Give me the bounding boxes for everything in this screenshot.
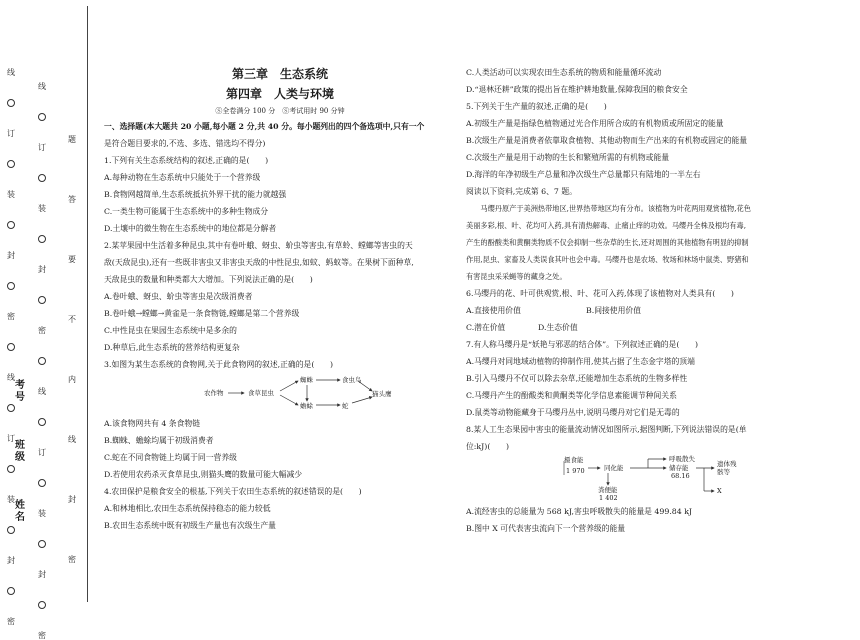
node-remains-cont: 骸等 bbox=[717, 468, 730, 476]
q4-option-a: A.和林地相比,农田生态系统保持稳态的能力较低 bbox=[104, 504, 271, 513]
node-herbivore-insect: 食草昆虫 bbox=[248, 389, 274, 397]
energy-flow-diagram bbox=[466, 455, 846, 503]
binding-notice-char: 内 bbox=[68, 375, 76, 384]
binding-mark: 密 bbox=[7, 312, 15, 321]
q7-option-a: A.马缨丹对同地域动植物的抑制作用,使其占据了生态金字塔的顶端 bbox=[466, 357, 695, 366]
binding-hole-icon bbox=[7, 587, 15, 595]
q1-option-c: C.一类生物可能属于生态系统中的多种生物成分 bbox=[104, 207, 269, 216]
passage-line-5: 有害昆虫采采蝇等的藏身之处。 bbox=[466, 272, 567, 281]
binding-mark: 线 bbox=[7, 68, 15, 77]
binding-hole-icon bbox=[38, 235, 46, 243]
q8-stem: 8.某人工生态果园中害虫的能量流动情况如图所示,据图判断,下列说法错误的是(单 bbox=[466, 425, 747, 434]
node-snake: 蛇 bbox=[342, 402, 349, 410]
q5-option-c: C.次级生产量是用于动物的生长和繁殖所需的有机物或能量 bbox=[466, 153, 670, 162]
q8-stem-cont: 位:kJ)( ) bbox=[466, 442, 509, 451]
q5-stem: 5.下列关于生产量的叙述,正确的是( ) bbox=[466, 102, 607, 111]
q7-option-c: C.马缨丹产生的酚酸类和黄酮类等化学信息素能调节种间关系 bbox=[466, 391, 677, 400]
q6-option-b: B.间接使用价值 bbox=[586, 306, 641, 315]
q4-option-d: D.“退林还耕”政策的提出旨在维护耕地数量,保障我国的粮食安全 bbox=[466, 85, 688, 94]
passage-line-3: 产生的酚酸类和黄酮类物质不仅会抑制一些杂草的生长,还对周围的其他植物有明显的抑制 bbox=[466, 238, 749, 247]
q6-options-ab bbox=[466, 302, 846, 319]
q8-option-b: B.图中 X 可代表害虫流向下一个营养级的能量 bbox=[466, 524, 626, 533]
binding-column-notice bbox=[64, 0, 80, 608]
q7-stem: 7.有人称马缨丹是“妖艳与邪恶的结合体”。下列叙述正确的是( ) bbox=[466, 340, 699, 349]
q4-stem: 4.农田保护是粮食安全的根基,下列关于农田生态系统的叙述错误的是( ) bbox=[104, 487, 362, 496]
node-owl: 猫头鹰 bbox=[372, 390, 392, 398]
q2-option-d: D.种草后,此生态系统的营养结构更复杂 bbox=[104, 343, 240, 352]
food-web-diagram bbox=[104, 373, 456, 415]
binding-notice-char: 线 bbox=[68, 435, 76, 444]
node-ingested-energy: 摄食能 bbox=[564, 456, 584, 464]
food-web-arrows bbox=[104, 373, 456, 415]
binding-notice-char: 密 bbox=[68, 555, 76, 564]
q2-stem-cont: 敌(天敌昆虫),还有一些既非害虫又非害虫天敌的中性昆虫,如蚊、蚂蚁等。在果树下面种草, bbox=[104, 258, 414, 267]
node-feces-energy: 粪便能 bbox=[598, 486, 618, 494]
binding-mark: 线 bbox=[38, 387, 46, 396]
passage-line-2: 美丽多彩,根、叶、花均可入药,具有清热解毒、止痛止痒的功效。马缨丹全株及根均有毒, bbox=[466, 221, 746, 230]
q3-option-b: B.蜘蛛、蟾蜍均属于初级消费者 bbox=[104, 436, 214, 445]
node-crops: 农作物 bbox=[204, 389, 224, 397]
binding-notice-char: 答 bbox=[68, 195, 76, 204]
binding-mark: 密 bbox=[7, 617, 15, 626]
binding-column-inner bbox=[34, 0, 50, 640]
node-x: X bbox=[717, 487, 722, 495]
q5-option-b: B.次级生产量是消费者依靠取食植物、其他动物而生产出来的有机物或固定的能量 bbox=[466, 136, 748, 145]
reading-intro: 阅读以下资料,完成第 6、7 题。 bbox=[466, 187, 577, 196]
q5-option-d: D.海洋的年净初级生产总量和净次级生产总量都只有陆地的一半左右 bbox=[466, 170, 701, 179]
q6-option-a: A.直接使用价值 bbox=[466, 306, 521, 315]
chapter3-title: 第三章 生态系统 bbox=[231, 67, 328, 81]
left-column bbox=[104, 64, 456, 534]
node-toad: 蟾蜍 bbox=[300, 402, 313, 410]
node-spider: 蜘蛛 bbox=[300, 376, 313, 384]
binding-mark: 订 bbox=[7, 434, 15, 443]
right-column bbox=[466, 64, 846, 537]
q2-stem-cont2: 天敌昆虫的数量和种类都大大增加。下列说法正确的是( ) bbox=[104, 275, 313, 284]
q1-option-d: D.土壤中的微生物在生态系统中的地位都是分解者 bbox=[104, 224, 277, 233]
q4-option-b: B.农田生态系统中既有初级生产量也有次级生产量 bbox=[104, 521, 276, 530]
node-insectivorous-bird: 食虫鸟 bbox=[342, 376, 362, 384]
q3-option-c: C.蛇在不同食物链上均属于同一营养级 bbox=[104, 453, 237, 462]
value-ingested-energy: 1 970 bbox=[566, 467, 585, 475]
q3-option-a: A.该食物网共有 4 条食物链 bbox=[104, 419, 200, 428]
binding-hole-icon bbox=[38, 479, 46, 487]
binding-notice-char: 不 bbox=[68, 315, 76, 324]
binding-hole-icon bbox=[7, 160, 15, 168]
node-remains: 遗体残 bbox=[717, 460, 737, 468]
passage-line-1: 马缨丹原产于美洲热带地区,世界热带地区均有分布。该植物为叶花两用观赏植物,花色 bbox=[480, 204, 751, 213]
node-stored-energy: 储存能 bbox=[669, 464, 689, 472]
q6-option-d: D.生态价值 bbox=[538, 323, 578, 332]
q5-option-a: A.初级生产量是指绿色植物通过光合作用所合成的有机物质或所固定的能量 bbox=[466, 119, 724, 128]
binding-margin bbox=[0, 0, 100, 640]
binding-hole-icon bbox=[38, 601, 46, 609]
chapter4-title: 第四章 人类与环境 bbox=[225, 87, 334, 101]
binding-notice-char: 封 bbox=[68, 495, 76, 504]
binding-hole-icon bbox=[7, 99, 15, 107]
binding-mark: 订 bbox=[38, 448, 46, 457]
q1-option-a: A.每种动物在生态系统中只能处于一个营养级 bbox=[104, 173, 261, 182]
binding-hole-icon bbox=[38, 113, 46, 121]
binding-line bbox=[87, 6, 88, 602]
value-feces-energy: 1 402 bbox=[599, 494, 618, 502]
energy-flow-arrows bbox=[466, 455, 846, 503]
passage-line-4: 作用,昆虫、家畜及人类误食其叶也会中毒。马缨丹也是农场、牧场和林场中鼠类、野猪和 bbox=[466, 255, 749, 264]
class-label: 班级 bbox=[15, 440, 25, 463]
node-respiration-loss: 呼吸散失 bbox=[669, 455, 695, 463]
q2-stem: 2.某苹果园中生活着多种昆虫,其中有卷叶蛾、蚜虫、蚧虫等害虫,有草蛉、螳螂等害虫的天 bbox=[104, 241, 413, 250]
q3-option-d: D.若使用农药杀灭食草昆虫,则猫头鹰的数量可能大幅减少 bbox=[104, 470, 303, 479]
node-assimilated-energy: 同化能 bbox=[604, 464, 624, 472]
binding-hole-icon bbox=[38, 357, 46, 365]
q2-option-c: C.中性昆虫在果园生态系统中是多余的 bbox=[104, 326, 237, 335]
q2-option-a: A.卷叶蛾、蚜虫、蚧虫等害虫是次级消费者 bbox=[104, 292, 253, 301]
q1-option-b: B.食物网越简单,生态系统抵抗外界干扰的能力就越强 bbox=[104, 190, 287, 199]
binding-mark: 装 bbox=[7, 190, 15, 199]
binding-hole-icon bbox=[38, 296, 46, 304]
binding-mark: 封 bbox=[38, 265, 46, 274]
binding-hole-icon bbox=[38, 174, 46, 182]
q6-options-cd bbox=[466, 319, 846, 336]
q6-stem: 6.马缨丹的花、叶可供观赏,根、叶、花可入药,体现了该植物对人类具有( ) bbox=[466, 289, 734, 298]
binding-hole-icon bbox=[7, 465, 15, 473]
binding-hole-icon bbox=[38, 418, 46, 426]
binding-hole-icon bbox=[7, 404, 15, 412]
binding-mark: 订 bbox=[38, 143, 46, 152]
q7-option-d: D.鼠类等动物能藏身于马缨丹丛中,说明马缨丹对它们是无毒的 bbox=[466, 408, 680, 417]
value-stored-energy: 68.16 bbox=[671, 472, 690, 480]
binding-mark: 封 bbox=[38, 570, 46, 579]
binding-notice-char: 要 bbox=[68, 255, 76, 264]
binding-hole-icon bbox=[38, 540, 46, 548]
binding-notice-char: 题 bbox=[68, 135, 76, 144]
binding-hole-icon bbox=[7, 282, 15, 290]
q1-stem: 1.下列有关生态系统结构的叙述,正确的是( ) bbox=[104, 156, 269, 165]
q3-stem: 3.如图为某生态系统的食物网,关于此食物网的叙述,正确的是( ) bbox=[104, 360, 333, 369]
q7-option-b: B.引入马缨丹不仅可以除去杂草,还能增加生态系统的生物多样性 bbox=[466, 374, 688, 383]
binding-mark: 线 bbox=[7, 373, 15, 382]
binding-mark: 密 bbox=[38, 631, 46, 640]
binding-hole-icon bbox=[7, 221, 15, 229]
binding-mark: 装 bbox=[38, 204, 46, 213]
binding-mark: 装 bbox=[7, 495, 15, 504]
exam-meta: Ⓢ全卷满分 100 分 Ⓢ考试用时 90 分钟 bbox=[215, 107, 345, 115]
binding-mark: 订 bbox=[7, 129, 15, 138]
q6-option-c: C.潜在价值 bbox=[466, 323, 506, 332]
name-label: 姓名 bbox=[15, 500, 25, 523]
section-heading-cont: 是符合题目要求的,不选、多选、错选均不得分) bbox=[104, 139, 266, 148]
binding-hole-icon bbox=[7, 526, 15, 534]
section-heading: 一、选择题(本大题共 20 小题,每小题 2 分,共 40 分。每小题列出的四个备选项中,只有一个 bbox=[104, 122, 425, 131]
binding-mark: 装 bbox=[38, 509, 46, 518]
q8-option-a: A.流经害虫的总能量为 568 kJ,害虫呼吸散失的能量是 499.84 kJ bbox=[466, 507, 693, 516]
binding-hole-icon bbox=[7, 343, 15, 351]
q2-option-b: B.卷叶蛾→螳螂→黄雀是一条食物链,螳螂是第二个营养级 bbox=[104, 309, 300, 318]
binding-mark: 密 bbox=[38, 326, 46, 335]
q4-option-c: C.人类活动可以实现农田生态系统的物质和能量循环流动 bbox=[466, 68, 662, 77]
binding-mark: 封 bbox=[7, 251, 15, 260]
binding-mark: 封 bbox=[7, 556, 15, 565]
binding-mark: 线 bbox=[38, 82, 46, 91]
exam-number-label: 考号 bbox=[15, 380, 25, 403]
